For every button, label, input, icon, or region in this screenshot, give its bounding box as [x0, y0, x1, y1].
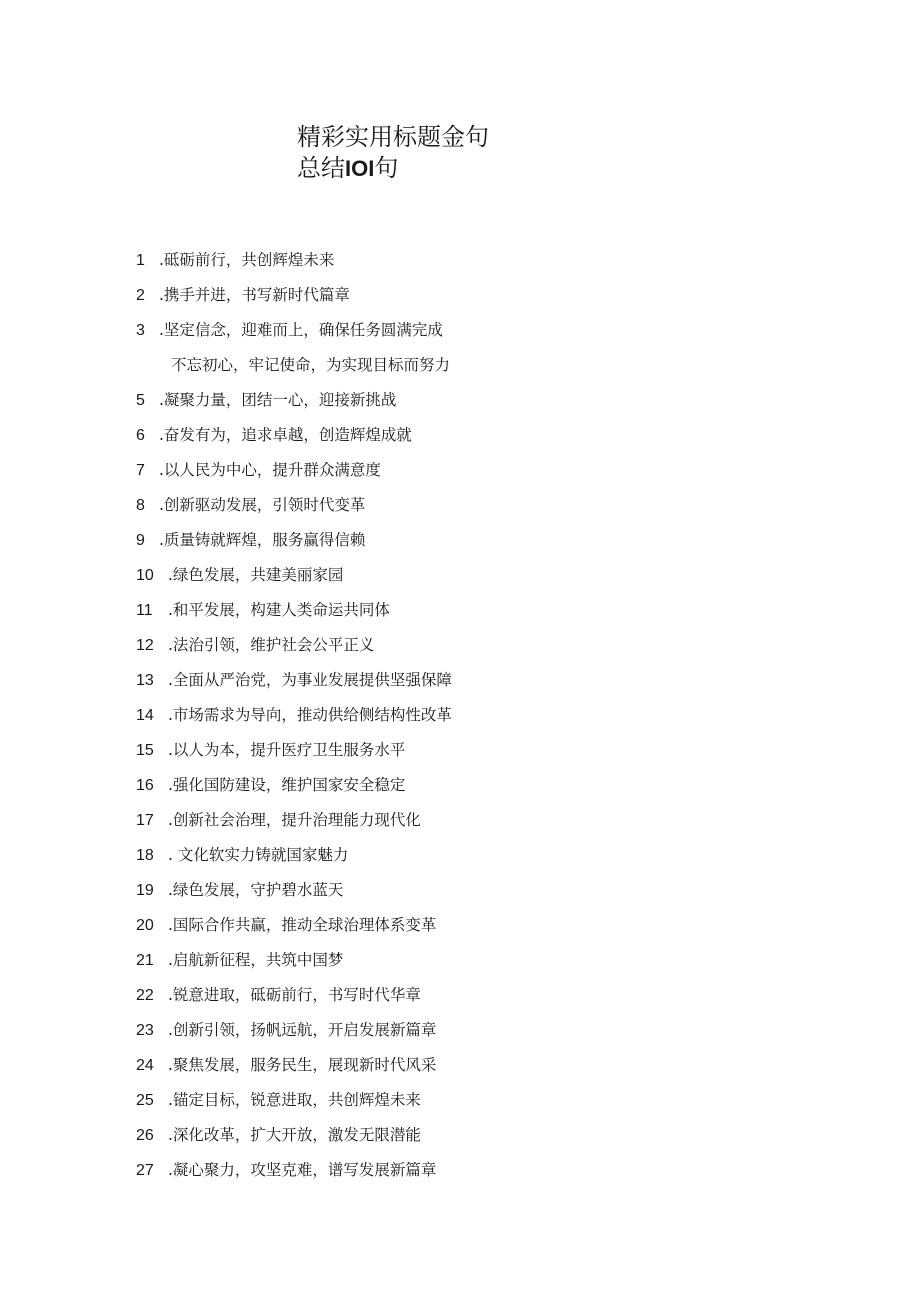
list-item [0, 243, 920, 278]
list-item [0, 1083, 920, 1118]
list-item [0, 768, 920, 803]
list-item-text: .锐意进取，砥砺前行，书写时代华章 [168, 986, 421, 1004]
list-item-number: 27 [136, 1162, 154, 1179]
list-item-text: .携手并进，书写新时代篇章 [159, 286, 350, 304]
list-item [0, 1048, 920, 1083]
list-item-number: 25 [136, 1092, 154, 1109]
list-item-text: .法治引领，维护社会公平正义 [168, 636, 375, 654]
list-item-number: 21 [136, 952, 154, 969]
list-item [0, 558, 920, 593]
list-item [0, 1013, 920, 1048]
list-item-number: 11 [136, 602, 153, 619]
list-item-number: 26 [136, 1127, 154, 1144]
list-item [0, 1118, 920, 1153]
list-item [0, 873, 920, 908]
list-item-number: 18 [136, 847, 154, 864]
list-item-number: 6 [136, 427, 145, 444]
list-item-text: .市场需求为导向，推动供给侧结构性改革 [168, 706, 452, 724]
list-item-text: .凝聚力量，团结一心，迎接新挑战 [159, 391, 397, 409]
list-item-text: .质量铸就辉煌，服务赢得信赖 [159, 531, 366, 549]
list-item-text: .绿色发展，共建美丽家园 [168, 566, 344, 584]
list-item-number: 17 [136, 812, 154, 829]
list-item [0, 978, 920, 1013]
list-item-number: 8 [136, 497, 145, 514]
list-item-number: 7 [136, 462, 145, 479]
list-item [0, 453, 920, 488]
list-item [0, 908, 920, 943]
list-item-text: .奋发有为，追求卓越，创造辉煌成就 [159, 426, 412, 444]
list-item [0, 383, 920, 418]
list-item-number: 12 [136, 637, 154, 654]
list-item-text: .创新社会治理，提升治理能力现代化 [168, 811, 421, 829]
slogan-list [0, 243, 920, 1188]
list-item-number: 20 [136, 917, 154, 934]
list-item-text: .聚焦发展，服务民生，展现新时代风采 [168, 1056, 437, 1074]
document-title [297, 122, 697, 184]
list-item-number: 24 [136, 1057, 154, 1074]
list-item-number: 14 [136, 707, 154, 724]
title-line-2-suffix: 句 [374, 154, 399, 182]
list-item-number: 10 [136, 567, 154, 584]
list-item-text: .绿色发展，守护碧水蓝天 [168, 881, 344, 899]
list-item-text: .深化改革，扩大开放，激发无限潜能 [168, 1126, 421, 1144]
list-item-number: 9 [136, 532, 145, 549]
list-item [0, 663, 920, 698]
list-item [0, 348, 920, 383]
list-item [0, 698, 920, 733]
list-item-text: .以人民为中心，提升群众满意度 [159, 461, 381, 479]
list-item-text: . 文化软实力铸就国家魅力 [168, 846, 349, 864]
list-item [0, 313, 920, 348]
list-item [0, 488, 920, 523]
list-item-text: .启航新征程，共筑中国梦 [168, 951, 344, 969]
title-line-2-count: IOI [345, 156, 375, 181]
list-item [0, 523, 920, 558]
list-item [0, 803, 920, 838]
list-item-text: 不忘初心，牢记使命，为实现目标而努力 [171, 356, 451, 374]
list-item [0, 278, 920, 313]
list-item-text: .创新引领，扬帆远航，开启发展新篇章 [168, 1021, 437, 1039]
list-item-text: .创新驱动发展，引领时代变革 [159, 496, 366, 514]
title-line-2-prefix: 总结 [297, 154, 345, 182]
list-item-text: .锚定目标，锐意进取，共创辉煌未来 [168, 1091, 421, 1109]
list-item-number: 23 [136, 1022, 154, 1039]
list-item-number: 16 [136, 777, 154, 794]
list-item-number: 5 [136, 392, 145, 409]
title-line-2 [297, 153, 697, 184]
list-item-text: .坚定信念，迎难而上，确保任务圆满完成 [159, 321, 443, 339]
list-item [0, 1153, 920, 1188]
list-item-number: 1 [136, 252, 145, 269]
list-item-number: 2 [136, 287, 145, 304]
list-item-text: .国际合作共赢，推动全球治理体系变革 [168, 916, 437, 934]
list-item-number: 13 [136, 672, 154, 689]
list-item-number: 15 [136, 742, 154, 759]
list-item-number: 3 [136, 322, 145, 339]
list-item-text: .强化国防建设，维护国家安全稳定 [168, 776, 406, 794]
list-item-text: .砥砺前行，共创辉煌未来 [159, 251, 335, 269]
list-item [0, 628, 920, 663]
list-item [0, 838, 920, 873]
list-item-text: .凝心聚力，攻坚克难，谱写发展新篇章 [168, 1161, 437, 1179]
list-item-text: .和平发展，构建人类命运共同体 [168, 601, 390, 619]
list-item [0, 593, 920, 628]
list-item-text: .以人为本，提升医疗卫生服务水平 [168, 741, 406, 759]
list-item-text: .全面从严治党，为事业发展提供坚强保障 [168, 671, 452, 689]
list-item [0, 733, 920, 768]
list-item-number: 19 [136, 882, 154, 899]
list-item [0, 418, 920, 453]
list-item [0, 943, 920, 978]
list-item-number: 22 [136, 987, 154, 1004]
title-line-1: 精彩实用标题金句 [297, 123, 489, 151]
